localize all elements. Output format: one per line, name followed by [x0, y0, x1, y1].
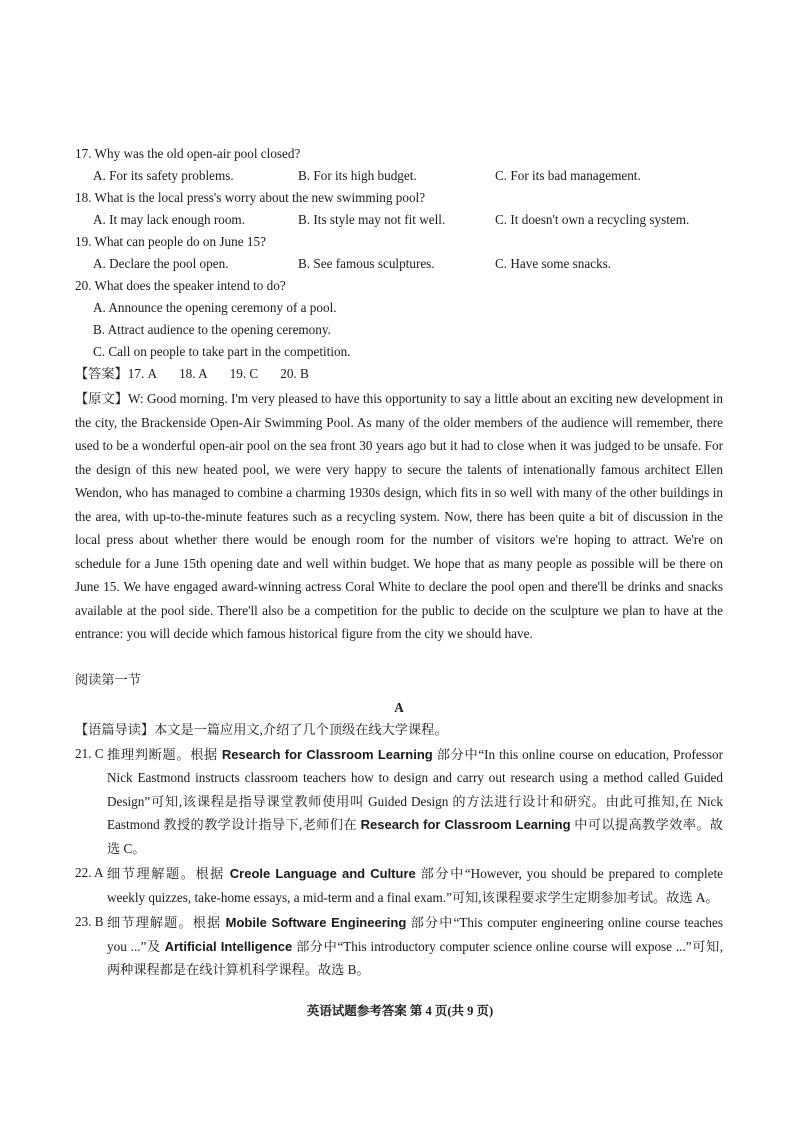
- explanation-text: 细节理解题。根据: [107, 866, 230, 881]
- question-20: 20. What does the speaker intend to do?: [75, 278, 286, 293]
- guide-label: 【语篇导读】: [75, 721, 155, 737]
- question-17-options: [75, 165, 723, 187]
- explanation-text: 部分中“In this online course on education, Professor Nick Eastmond instructs classroom teachers how to design and carry out research using a method called Guided Design”可知,该课程是指导课堂教师使用叫 Guided Design 的方法进行设计和研究。由此可推知,在 Nick Eastmond 教授的教学设计指导下,老师们在: [107, 746, 723, 832]
- explanation-text: 部分中“However, you should be prepared to complete weekly quizzes, take-home essays, a mid-term and a final exam.”可知,该课程要求学生定期参加考试。故选 A。: [107, 866, 723, 905]
- explanation-21: [75, 743, 723, 861]
- option-c: C. It doesn't own a recycling system.: [495, 212, 690, 227]
- option-a: A. For its safety problems.: [93, 168, 234, 183]
- part-heading: A: [394, 699, 404, 715]
- page-footer: 英语试题参考答案 第 4 页(共 9 页): [306, 1004, 494, 1018]
- transcript-label: 【原文】: [75, 391, 129, 406]
- item-number: 23. B: [75, 914, 104, 929]
- guide-text: 本文是一篇应用文,介绍了几个顶级在线大学课程。: [154, 721, 448, 737]
- explanation-text: 细节理解题。根据: [107, 915, 226, 930]
- explanation-text: 推理判断题。根据: [107, 746, 222, 762]
- option-a: A. It may lack enough room.: [93, 212, 245, 227]
- reading-guide: [75, 719, 723, 741]
- page-content: [75, 143, 723, 982]
- transcript-paragraph: [75, 387, 723, 646]
- answer-value: 18. A: [179, 366, 208, 381]
- explanation-text: 部分中“This introductory computer science online course will expose ...”可知,两种课程都是在线计算机科学课程。故选 B。: [107, 938, 723, 977]
- course-name: Research for Classroom Learning: [221, 746, 433, 762]
- answer-value: 19. C: [229, 366, 259, 381]
- explanation-text: 部分中“This computer engineering online course teaches you ...”及: [107, 915, 723, 954]
- option-c: C. For its bad management.: [495, 168, 641, 183]
- course-name: Research for Classroom Learning: [360, 817, 571, 832]
- course-name: Artificial Intelligence: [164, 938, 293, 954]
- answer-label: 【答案】: [75, 366, 128, 381]
- explanation-22: [75, 862, 723, 909]
- option-a: A. Declare the pool open.: [93, 256, 229, 271]
- option-b: B. See famous sculptures.: [298, 256, 435, 271]
- option-b: B. Attract audience to the opening ceremony.: [93, 322, 331, 337]
- question-19-options: [75, 253, 723, 275]
- explanation-23: [75, 911, 723, 982]
- item-explanation: [107, 862, 723, 909]
- question-17: 17. Why was the old open-air pool closed?: [75, 146, 301, 161]
- option-a: A. Announce the opening ceremony of a pool.: [93, 300, 337, 315]
- course-name: Mobile Software Engineering: [225, 915, 407, 930]
- item-number: 22. A: [75, 865, 104, 880]
- answer-value: 17. A: [127, 366, 158, 381]
- transcript-text: W: Good morning. I'm very pleased to have this opportunity to say a little about an exciting new development in the city, the Brackenside Open-Air Swimming Pool. As many of the older members of the audience will remember, there used to be a wonderful open-air pool on the sea front 30 years ago but it had to close when it was judged to be unsafe. For the design of this new heated pool, we were very happy to secure the talents of intenationally famous architect Ellen Wendon, who has managed to combine a charming 1930s design, which fits in so well with many of the other buildings in the area, with up-to-the-minute features such as a recycling system. Now, there has been quite a bit of discussion in the local press about whether there would be enough room for the number of visitors we're hoping to attract. We're on schedule for a June 15th opening date and well within budget. We hope that as many people as possible will be there on June 15. We have engaged award-winning actress Coral White to declare the pool open and there'll be drinks and snacks available at the pool side. There'll also be a competition for the public to decide on the sculpture we plan to have at the entrance: you will decide which famous historical figure from the city we should have.: [75, 391, 723, 641]
- answer-line: [75, 363, 723, 385]
- option-c: C. Call on people to take part in the competition.: [93, 344, 351, 359]
- question-19: 19. What can people do on June 15?: [75, 234, 266, 249]
- explanation-text: 中可以提高教学效率。故选 C。: [107, 817, 723, 856]
- question-18-options: [75, 209, 723, 231]
- section-title: 阅读第一节: [75, 671, 141, 687]
- option-b: B. Its style may not fit well.: [298, 212, 446, 227]
- answer-value: 20. B: [280, 366, 309, 381]
- option-b: B. For its high budget.: [298, 168, 417, 183]
- item-explanation: [107, 743, 723, 861]
- course-name: Creole Language and Culture: [229, 866, 416, 881]
- item-number: 21. C: [75, 745, 104, 761]
- question-18: 18. What is the local press's worry about the new swimming pool?: [75, 190, 426, 205]
- item-explanation: [107, 911, 723, 982]
- option-c: C. Have some snacks.: [495, 256, 612, 271]
